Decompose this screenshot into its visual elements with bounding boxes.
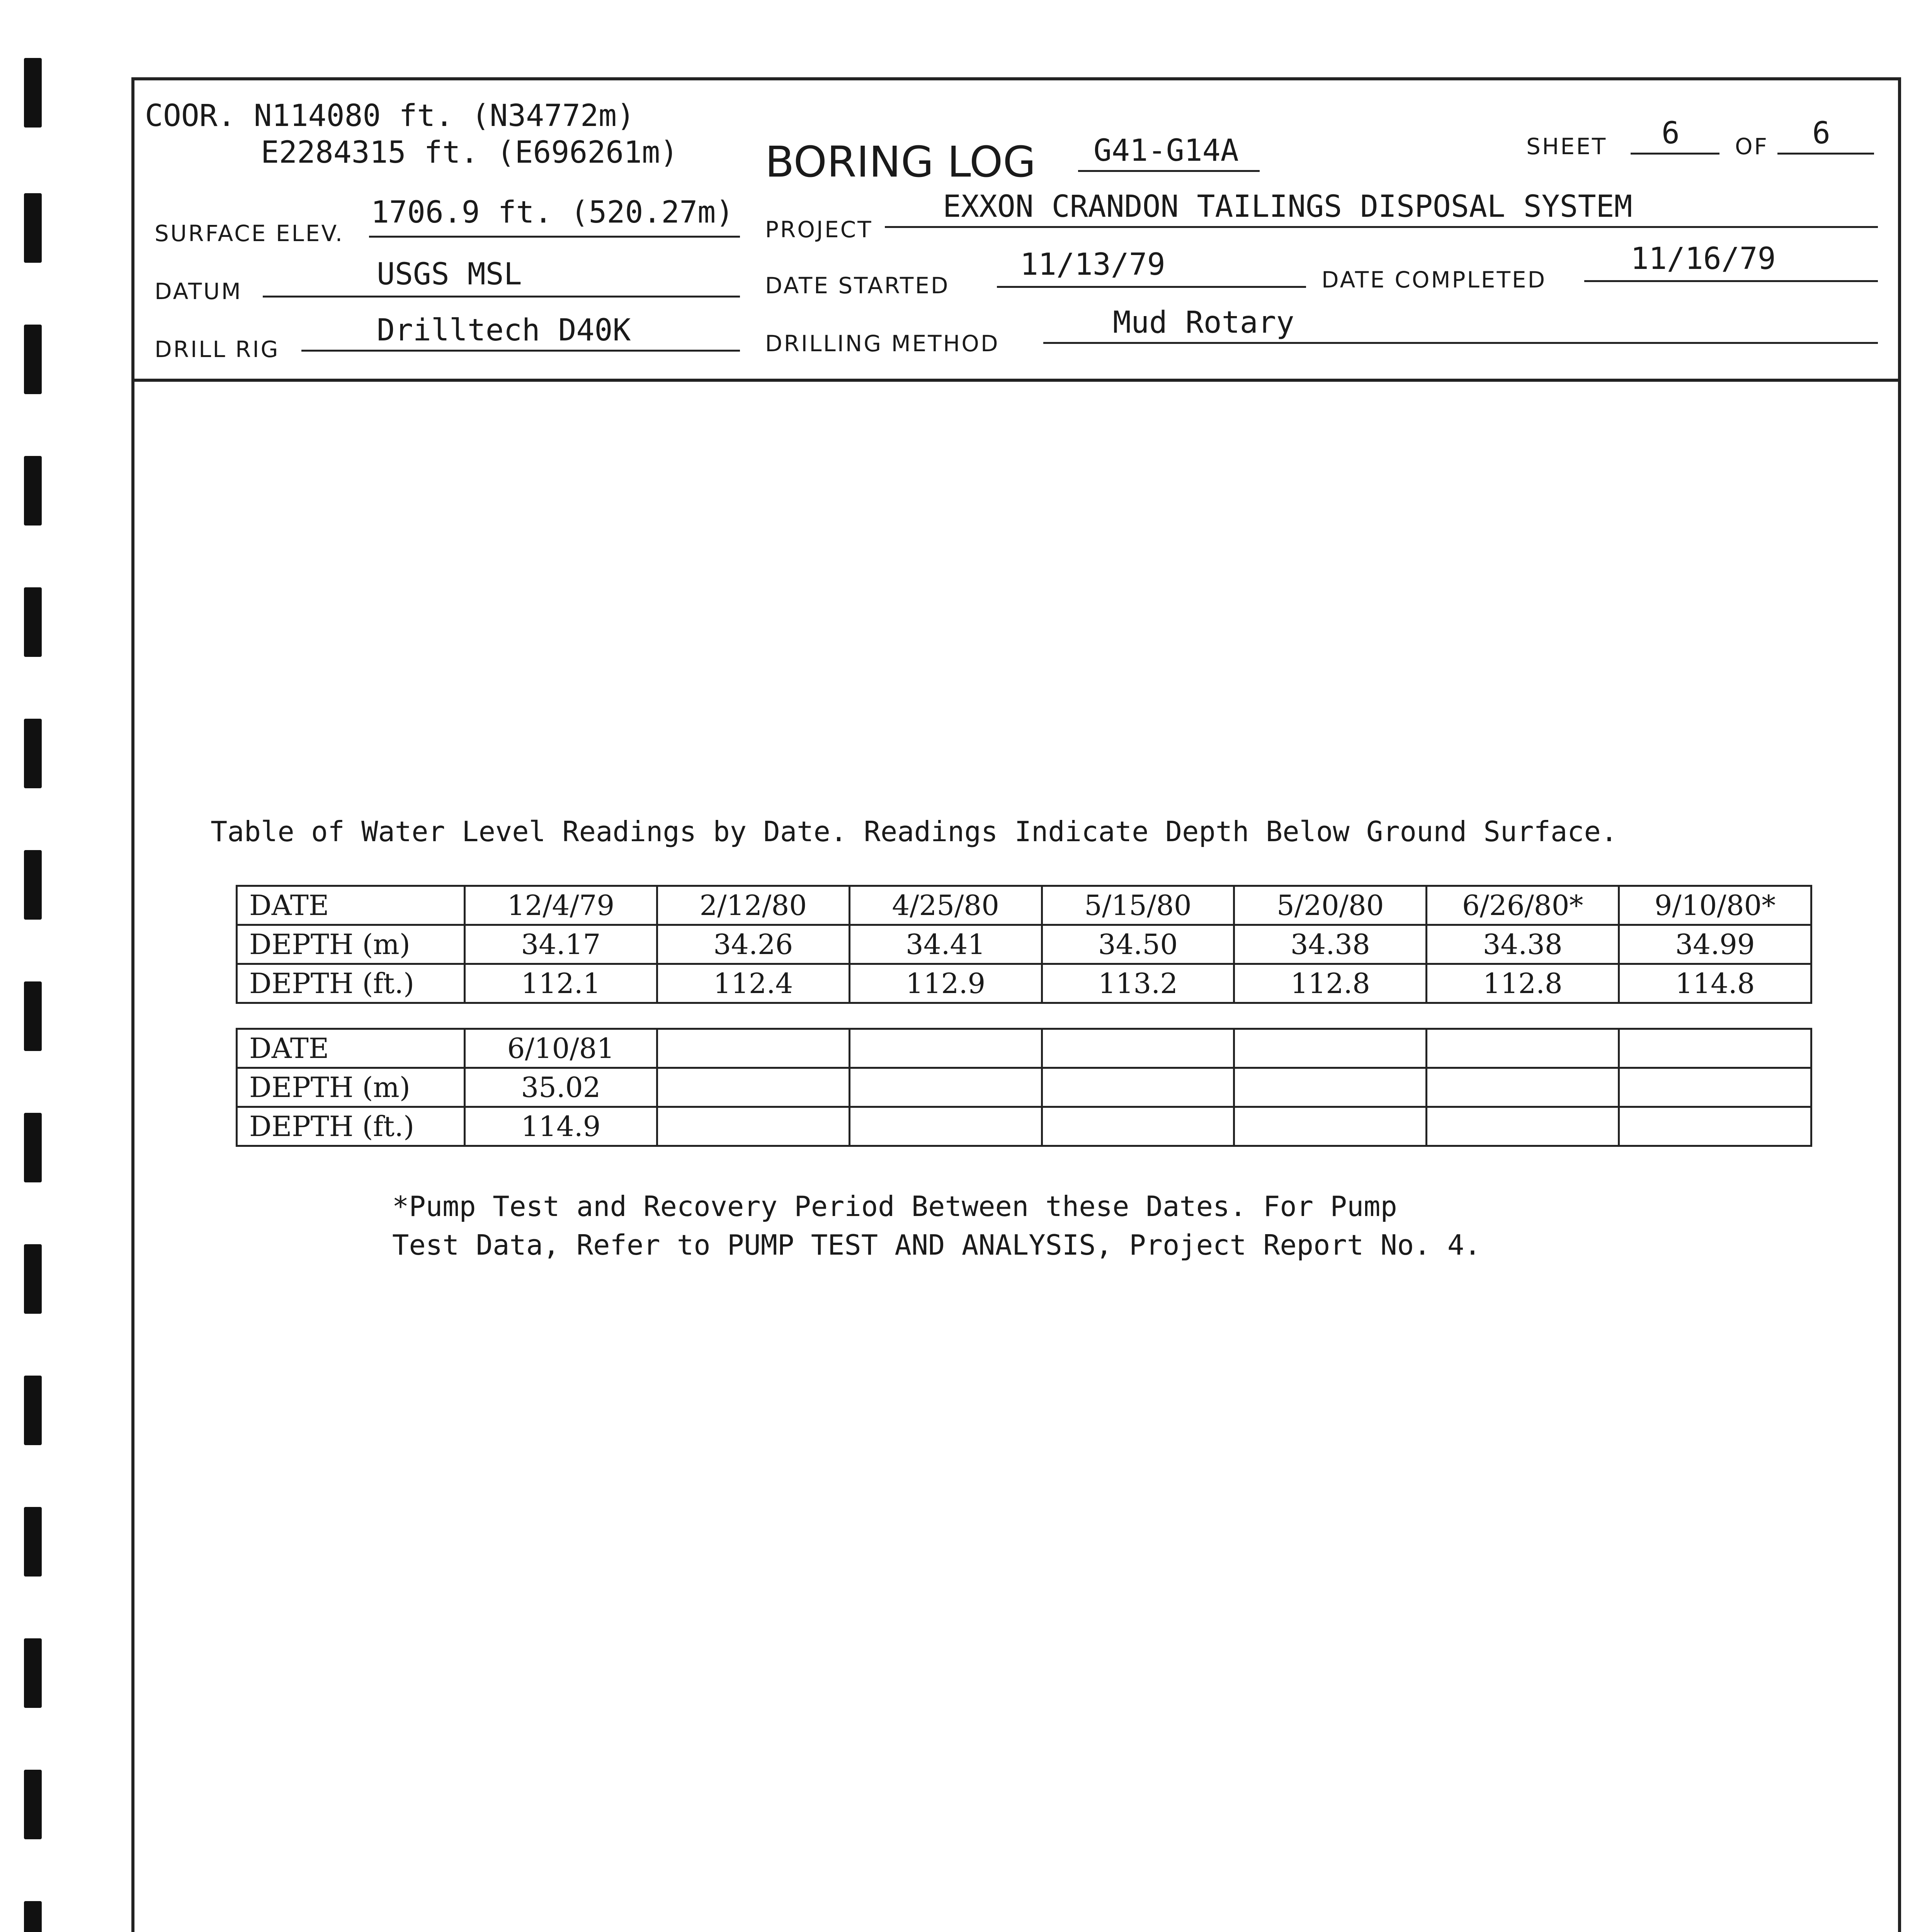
table-cell bbox=[657, 1107, 849, 1146]
table-cell bbox=[849, 1107, 1042, 1146]
table-row bbox=[237, 1029, 1811, 1068]
binder-mark bbox=[24, 325, 42, 394]
table-cell: 34.26 bbox=[657, 925, 849, 964]
footnote-line-2: Test Data, Refer to PUMP TEST AND ANALYSIS, Project Report No. 4. bbox=[392, 1229, 1481, 1261]
binder-mark bbox=[24, 1638, 42, 1708]
coordinates-north bbox=[145, 99, 635, 133]
of-label: OF bbox=[1735, 133, 1769, 160]
table-cell bbox=[1427, 1068, 1619, 1107]
table-cell: 112.1 bbox=[465, 964, 657, 1003]
table-cell: 112.9 bbox=[849, 964, 1042, 1003]
binder-mark bbox=[24, 1113, 42, 1182]
table-row bbox=[237, 925, 1811, 964]
table-cell bbox=[1234, 1107, 1427, 1146]
table-cell bbox=[849, 1068, 1042, 1107]
table-cell: 6/10/81 bbox=[465, 1029, 657, 1068]
table-cell: 112.4 bbox=[657, 964, 849, 1003]
table-cell bbox=[1042, 1068, 1234, 1107]
table-cell: 34.38 bbox=[1234, 925, 1427, 964]
date-completed-label: DATE COMPLETED bbox=[1321, 267, 1547, 293]
table-row bbox=[237, 886, 1811, 925]
project-value: EXXON CRANDON TAILINGS DISPOSAL SYSTEM bbox=[943, 189, 1633, 224]
table-cell: 4/25/80 bbox=[849, 886, 1042, 925]
binder-mark bbox=[24, 1244, 42, 1314]
water-level-caption: Table of Water Level Readings by Date. Readings Indicate Depth Below Ground Surface. bbox=[211, 815, 1618, 848]
coor-east-value: E2284315 ft. (E696261m) bbox=[261, 135, 679, 170]
binder-mark bbox=[24, 1901, 42, 1932]
table-cell bbox=[1234, 1068, 1427, 1107]
sheet-total: 6 bbox=[1812, 116, 1830, 151]
boring-id-underline bbox=[1078, 170, 1260, 172]
table-cell bbox=[1234, 1029, 1427, 1068]
drill-rig-value: Drilltech D40K bbox=[377, 313, 631, 348]
table-cell bbox=[1427, 1029, 1619, 1068]
date-started-underline bbox=[997, 286, 1306, 288]
binder-mark bbox=[24, 1770, 42, 1839]
drilling-method-label: DRILLING METHOD bbox=[765, 330, 1000, 357]
datum-value: USGS MSL bbox=[377, 257, 522, 292]
table-cell bbox=[1619, 1029, 1811, 1068]
footnote-line-1: *Pump Test and Recovery Period Between these Dates. For Pump bbox=[392, 1190, 1397, 1223]
binder-mark bbox=[24, 719, 42, 788]
table-cell bbox=[1042, 1107, 1234, 1146]
table-cell bbox=[1619, 1107, 1811, 1146]
binder-mark bbox=[24, 193, 42, 263]
coor-north-value: N114080 ft. (N34772m) bbox=[253, 99, 635, 133]
row-label-depth-m: DEPTH (m) bbox=[237, 925, 465, 964]
table-cell: 5/20/80 bbox=[1234, 886, 1427, 925]
drill-rig-underline bbox=[301, 350, 740, 352]
table-cell: 112.8 bbox=[1234, 964, 1427, 1003]
table-cell: 34.50 bbox=[1042, 925, 1234, 964]
project-underline bbox=[885, 226, 1878, 228]
table-cell: 112.8 bbox=[1427, 964, 1619, 1003]
surface-elev-underline bbox=[369, 236, 740, 238]
sheet-label: SHEET bbox=[1526, 133, 1607, 160]
water-level-table-1 bbox=[236, 885, 1812, 1004]
binder-mark bbox=[24, 850, 42, 920]
table-cell bbox=[657, 1029, 849, 1068]
sheet-number: 6 bbox=[1662, 116, 1680, 151]
table-cell: 9/10/80* bbox=[1619, 886, 1811, 925]
table-cell: 34.41 bbox=[849, 925, 1042, 964]
date-completed-underline bbox=[1584, 280, 1878, 282]
boring-id: G41-G14A bbox=[1094, 133, 1239, 168]
binder-mark bbox=[24, 587, 42, 657]
sheet-total-underline bbox=[1777, 153, 1874, 155]
table-cell bbox=[1042, 1029, 1234, 1068]
project-label: PROJECT bbox=[765, 216, 873, 243]
coor-label: COOR. bbox=[145, 99, 236, 133]
table-cell: 113.2 bbox=[1042, 964, 1234, 1003]
water-level-table-2 bbox=[236, 1028, 1812, 1147]
table-row bbox=[237, 1107, 1811, 1146]
table-cell bbox=[1427, 1107, 1619, 1146]
datum-underline bbox=[263, 296, 740, 298]
row-label-date: DATE bbox=[237, 886, 465, 925]
table-cell: 2/12/80 bbox=[657, 886, 849, 925]
table-cell: 34.17 bbox=[465, 925, 657, 964]
table-cell: 34.99 bbox=[1619, 925, 1811, 964]
table-cell: 114.9 bbox=[465, 1107, 657, 1146]
row-label-depth-ft: DEPTH (ft.) bbox=[237, 964, 465, 1003]
surface-elev-label: SURFACE ELEV. bbox=[155, 220, 344, 247]
table-row bbox=[237, 1068, 1811, 1107]
log-sheet-frame bbox=[131, 77, 1901, 1932]
table-cell bbox=[849, 1029, 1042, 1068]
binder-mark bbox=[24, 981, 42, 1051]
boring-log-title: BORING LOG bbox=[765, 137, 1036, 187]
table-cell: 12/4/79 bbox=[465, 886, 657, 925]
row-label-date: DATE bbox=[237, 1029, 465, 1068]
date-started-value: 11/13/79 bbox=[1020, 247, 1165, 282]
surface-elev-value: 1706.9 ft. (520.27m) bbox=[371, 195, 734, 230]
header-divider bbox=[131, 379, 1901, 382]
table-cell: 35.02 bbox=[465, 1068, 657, 1107]
binder-mark bbox=[24, 1507, 42, 1577]
date-started-label: DATE STARTED bbox=[765, 272, 950, 299]
binder-mark bbox=[24, 456, 42, 526]
row-label-depth-m: DEPTH (m) bbox=[237, 1068, 465, 1107]
table-cell: 114.8 bbox=[1619, 964, 1811, 1003]
binder-mark bbox=[24, 58, 42, 128]
drill-rig-label: DRILL RIG bbox=[155, 336, 280, 362]
drilling-method-value: Mud Rotary bbox=[1113, 305, 1294, 340]
drilling-method-underline bbox=[1043, 342, 1878, 344]
table-cell: 5/15/80 bbox=[1042, 886, 1234, 925]
row-label-depth-ft: DEPTH (ft.) bbox=[237, 1107, 465, 1146]
table-cell bbox=[1619, 1068, 1811, 1107]
sheet-number-underline bbox=[1631, 153, 1719, 155]
table-cell bbox=[657, 1068, 849, 1107]
datum-label: DATUM bbox=[155, 278, 242, 304]
table-cell: 6/26/80* bbox=[1427, 886, 1619, 925]
table-cell: 34.38 bbox=[1427, 925, 1619, 964]
table-row bbox=[237, 964, 1811, 1003]
binder-mark bbox=[24, 1376, 42, 1445]
date-completed-value: 11/16/79 bbox=[1631, 242, 1776, 276]
